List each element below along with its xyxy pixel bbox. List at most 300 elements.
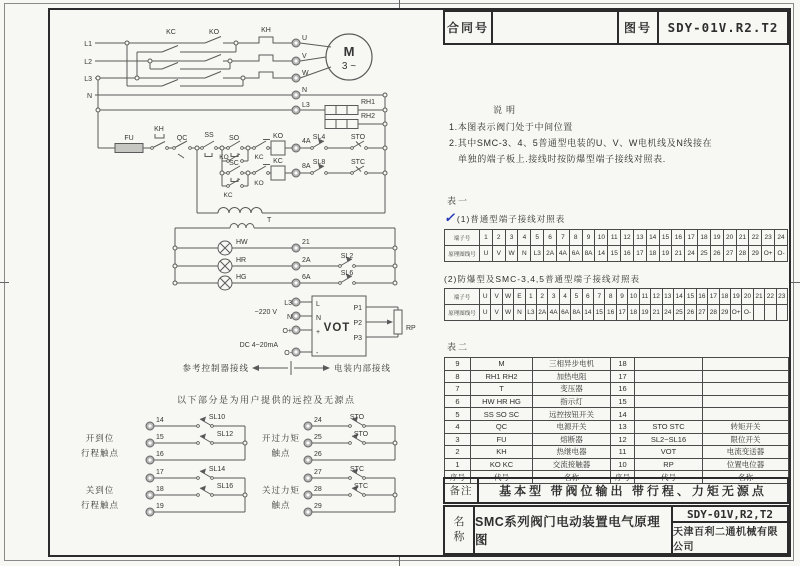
cell: 1 <box>480 230 493 246</box>
cell: 18 <box>646 246 659 262</box>
cell <box>753 305 764 321</box>
cell: 22 <box>765 289 776 305</box>
cell: 10 <box>628 289 639 305</box>
label-sto-24: STO <box>349 414 365 421</box>
cell: 19 <box>710 230 723 246</box>
label-l2: L2 <box>84 59 92 66</box>
label-o-plus: O+ <box>282 328 292 335</box>
label-t19: 19 <box>156 503 164 510</box>
cell: T <box>471 383 533 396</box>
cell: 5 <box>445 408 471 421</box>
cell: 12 <box>651 289 662 305</box>
label-kc: KC <box>166 29 176 36</box>
table-row <box>445 370 789 383</box>
cell: SL2~SL16 <box>635 433 703 446</box>
label-stc-27: STC <box>350 466 364 473</box>
cell: 26 <box>710 246 723 262</box>
cell: V <box>491 305 502 321</box>
label-t17: 17 <box>156 469 164 476</box>
cell: VOT <box>635 446 703 459</box>
cell: O- <box>742 305 753 321</box>
label-kc-coil: KC <box>273 158 283 165</box>
junction-nodes <box>96 41 397 497</box>
row-header: 原理图线号 <box>445 246 480 262</box>
cell: 25 <box>698 246 711 262</box>
cell: 17 <box>633 246 646 262</box>
label-sl14: SL14 <box>208 466 226 473</box>
cell: RH1 RH2 <box>471 370 533 383</box>
cell: 12 <box>611 433 635 446</box>
remark-label: 备注 <box>445 479 479 502</box>
cell: 19 <box>730 289 741 305</box>
label-close-torque-1: 关过力矩 <box>261 485 301 495</box>
table2-title: 表二 <box>447 342 470 352</box>
cell: QC <box>471 420 533 433</box>
cell: 19 <box>659 246 672 262</box>
cell: 25 <box>673 305 684 321</box>
lamp-hg <box>218 276 232 290</box>
vot-pin-plus: + <box>316 329 321 336</box>
row-header: 端子号 <box>445 289 480 305</box>
cell: 29 <box>719 305 730 321</box>
label-sl12: SL12 <box>216 431 234 438</box>
cell: 4 <box>445 420 471 433</box>
cell: 5 <box>571 289 582 305</box>
label-sl8: SL8 <box>312 159 326 166</box>
wiring-divider <box>252 361 330 375</box>
cell: 位置电位器 <box>703 458 789 471</box>
cell: 1 <box>525 289 536 305</box>
vot-pin-n: N <box>316 315 322 322</box>
cell: 29 <box>749 246 762 262</box>
label-sl2: SL2 <box>340 253 354 260</box>
label-n-terminal: N <box>302 87 308 94</box>
cell: 15 <box>659 230 672 246</box>
label-2a: 2A <box>302 257 311 264</box>
cell: 8A <box>582 246 595 262</box>
lamp-hw <box>218 241 232 255</box>
name-label-text: 名称 <box>453 516 465 543</box>
cell: 远控按钮开关 <box>533 408 611 421</box>
name-label <box>445 507 475 553</box>
cell: W <box>502 289 513 305</box>
cell: 代号 <box>471 471 533 484</box>
label-rh1: RH1 <box>361 99 376 106</box>
table-row <box>445 433 789 446</box>
cell: 24 <box>775 230 788 246</box>
label-close-travel-1: 关到位 <box>85 485 115 495</box>
label-open-torque-1: 开过力矩 <box>261 433 301 443</box>
label-kc-interlock: KC <box>254 154 264 161</box>
cell: 2 <box>537 289 548 305</box>
terminal-number-row <box>445 289 788 305</box>
cell: 10 <box>595 230 608 246</box>
drawing-name: SMC系列阀门电动装置电气原理图 <box>475 507 673 553</box>
cell: 21 <box>753 289 764 305</box>
cell: 序号 <box>445 471 471 484</box>
cell: L3 <box>531 246 544 262</box>
drawing-no-value: SDY-01V.R2.T2 <box>657 12 787 43</box>
cell: RP <box>635 458 703 471</box>
fuse-symbol <box>115 144 143 153</box>
cell: 三相异步电机 <box>533 358 611 371</box>
label-fu: FU <box>124 135 134 142</box>
row-header: 原理图线号 <box>445 305 480 321</box>
table-row <box>445 408 789 421</box>
cell: 16 <box>605 305 616 321</box>
label-open-travel-1: 开到位 <box>85 433 115 443</box>
cell: HW HR HG <box>471 395 533 408</box>
label-sl16: SL16 <box>216 483 234 490</box>
label-t14: 14 <box>156 417 164 424</box>
cell: 9 <box>582 230 595 246</box>
label-8a: 8A <box>302 163 311 170</box>
cell: 15 <box>685 289 696 305</box>
label-n-vot: N <box>286 314 292 321</box>
check-mark: ✓ <box>444 210 456 225</box>
label-qc: QC <box>176 135 188 142</box>
terminal-number-row <box>445 230 788 246</box>
label-sl10: SL10 <box>208 414 226 421</box>
cell <box>703 408 789 421</box>
remark-row <box>443 477 789 504</box>
cell: 指示灯 <box>533 395 611 408</box>
cell: KO KC <box>471 458 533 471</box>
label-l3-vot: L3 <box>284 300 292 307</box>
heater-rh2 <box>325 120 358 129</box>
cell: 27 <box>696 305 707 321</box>
transformer-coils <box>218 208 262 229</box>
cell: 2 <box>492 230 505 246</box>
label-wiring-right: 电装内部接线 <box>334 363 392 373</box>
cell: 6A <box>559 305 570 321</box>
cell: 15 <box>608 246 621 262</box>
cell: 4 <box>518 230 531 246</box>
label-6a: 6A <box>302 274 311 281</box>
cell: 8 <box>605 289 616 305</box>
coil-ko <box>271 141 285 155</box>
cell: 熔断器 <box>533 433 611 446</box>
cell: O+ <box>762 246 775 262</box>
label-hw: HW <box>236 239 248 246</box>
cell: 9 <box>616 289 627 305</box>
vot-pin-p3: P3 <box>353 335 362 342</box>
cell: 21 <box>672 246 685 262</box>
label-hr: HR <box>236 257 247 264</box>
label-ko-parallel: KO <box>219 154 229 161</box>
contract-no-value <box>491 12 617 43</box>
label-t24: 24 <box>314 417 322 424</box>
label-t29: 29 <box>314 503 322 510</box>
table1-caption-standard <box>444 210 789 226</box>
cell: 14 <box>611 408 635 421</box>
label-w: W <box>302 70 309 77</box>
cell: 16 <box>672 230 685 246</box>
cell: 13 <box>611 420 635 433</box>
cell <box>703 395 789 408</box>
label-ko-interlock: KO <box>254 180 264 187</box>
label-l3-terminal: L3 <box>302 102 310 109</box>
label-kh: KH <box>261 27 271 34</box>
cell: 8A <box>571 305 582 321</box>
cell: 15 <box>611 395 635 408</box>
label-t18: 18 <box>156 486 164 493</box>
table1-caption-exproof: (2)防爆型及SMC-3,4,5普通型端子接线对照表 <box>444 274 641 284</box>
row-header: 端子号 <box>445 230 480 246</box>
vot-pin-l: L <box>316 301 320 308</box>
rp-potentiometer <box>394 310 402 334</box>
label-t25: 25 <box>314 434 322 441</box>
cell: SS SO SC <box>471 408 533 421</box>
cell: E <box>514 289 525 305</box>
cell: 17 <box>708 289 719 305</box>
notes-section <box>449 102 785 167</box>
label-sc: SC <box>229 160 239 167</box>
cell <box>635 370 703 383</box>
label-t16: 16 <box>156 451 164 458</box>
cell: 20 <box>742 289 753 305</box>
cell: 8 <box>445 370 471 383</box>
p2-wiper-arrow <box>387 320 393 325</box>
cell: W <box>502 305 513 321</box>
cell: 24 <box>685 246 698 262</box>
table-row <box>445 395 789 408</box>
label-stc-28: STC <box>354 483 368 490</box>
label-ss: SS <box>204 132 214 139</box>
cell: 代号 <box>635 471 703 484</box>
label-close-travel-2: 行程触点 <box>80 500 120 510</box>
cell: 18 <box>628 305 639 321</box>
name-block <box>443 505 789 555</box>
cell: 15 <box>594 305 605 321</box>
cell: L3 <box>525 305 536 321</box>
cell <box>635 408 703 421</box>
cell <box>635 358 703 371</box>
component-rows <box>445 358 789 471</box>
cell: 17 <box>616 305 627 321</box>
label-user-note: 以下部分是为用户提供的远控及无源点 <box>177 395 356 405</box>
label-open-torque-2: 触点 <box>271 448 291 458</box>
cell: 序号 <box>611 471 635 484</box>
cell: V <box>491 289 502 305</box>
cell: 24 <box>662 305 673 321</box>
drawing-no-label: 图号 <box>617 12 657 43</box>
table-row <box>445 420 789 433</box>
label-ko: KO <box>208 29 220 36</box>
cell <box>765 305 776 321</box>
cell: 23 <box>762 230 775 246</box>
cell: 28 <box>708 305 719 321</box>
wire-number-row <box>445 305 788 321</box>
coil-kc <box>271 166 285 180</box>
label-21: 21 <box>302 239 310 246</box>
cell <box>776 305 787 321</box>
label-sto-25: STO <box>353 431 369 438</box>
cell: 6 <box>582 289 593 305</box>
cell: 7 <box>445 383 471 396</box>
cell: 14 <box>673 289 684 305</box>
title-header <box>443 10 789 45</box>
label-motor-m: M <box>343 44 355 59</box>
label-stc-main: STC <box>351 159 365 166</box>
cell: 3 <box>445 433 471 446</box>
cell: 5 <box>531 230 544 246</box>
label-hg: HG <box>236 274 247 281</box>
cell: 变压器 <box>533 383 611 396</box>
component-table-section <box>444 340 789 484</box>
cell: FU <box>471 433 533 446</box>
table-row <box>445 458 789 471</box>
cell: 9 <box>445 358 471 371</box>
label-sl4: SL4 <box>312 134 326 141</box>
terminal-tables-section <box>444 194 789 321</box>
label-motor-phase: 3 ~ <box>341 61 357 72</box>
cell: 8 <box>569 230 582 246</box>
table-row <box>445 383 789 396</box>
label-t26: 26 <box>314 451 322 458</box>
cell: 11 <box>611 446 635 459</box>
label-ko-coil: KO <box>272 133 284 140</box>
label-t15: 15 <box>156 434 164 441</box>
name-block-right <box>673 507 787 553</box>
contract-no-label: 合同号 <box>446 21 489 35</box>
terminal-table-standard <box>444 229 788 262</box>
cell: 2 <box>445 446 471 459</box>
cell: U <box>480 289 491 305</box>
company-name: 天津百利二通机械有限公司 <box>673 527 778 553</box>
label-4a: 4A <box>302 138 311 145</box>
label-rh2: RH2 <box>361 113 376 120</box>
cell: 电流变送器 <box>703 446 789 459</box>
component-table <box>444 357 789 484</box>
label-l1: L1 <box>84 41 92 48</box>
kh-heater-elements <box>256 37 276 78</box>
cell: 4A <box>548 305 559 321</box>
cell: W <box>505 246 518 262</box>
table-row <box>445 358 789 371</box>
label-u: U <box>302 35 308 42</box>
cell: 17 <box>685 230 698 246</box>
cell: 3 <box>505 230 518 246</box>
cell: 7 <box>556 230 569 246</box>
label-n: N <box>86 93 92 100</box>
cell: STO STC <box>635 420 703 433</box>
cell: 13 <box>633 230 646 246</box>
heater-rh1 <box>325 106 358 115</box>
cell: 13 <box>662 289 673 305</box>
cell: 交流接触器 <box>533 458 611 471</box>
cell: 27 <box>723 246 736 262</box>
cell <box>703 358 789 371</box>
terminal-table-exproof <box>444 288 788 321</box>
label-v: V <box>302 53 307 60</box>
cell: 名称 <box>703 471 789 484</box>
cell: 6A <box>569 246 582 262</box>
label-sto-main: STO <box>350 134 366 141</box>
table1-title: 表一 <box>447 196 470 206</box>
wire-number-row <box>445 246 788 262</box>
cell: 17 <box>611 370 635 383</box>
notes-line-1: 1.本图表示阀门处于中间位置 <box>449 122 573 132</box>
cell: 16 <box>696 289 707 305</box>
cell: V <box>492 246 505 262</box>
cell: 14 <box>595 246 608 262</box>
label-close-torque-2: 触点 <box>271 500 291 510</box>
cell: 6 <box>544 230 557 246</box>
cell: 21 <box>736 230 749 246</box>
cell: N <box>518 246 531 262</box>
cell: 2A <box>544 246 557 262</box>
cell <box>703 383 789 396</box>
cell: 28 <box>736 246 749 262</box>
cell: O- <box>775 246 788 262</box>
cell: 电源开关 <box>533 420 611 433</box>
cell: KH <box>471 446 533 459</box>
vot-pin-p1: P1 <box>353 305 362 312</box>
notes-line-2: 2.其中SMC-3、4、5普通型电装的U、V、W电机线及N线接在 <box>449 138 713 148</box>
vot-pin-minus: - <box>316 350 319 357</box>
cell: 23 <box>776 289 787 305</box>
cell: 18 <box>698 230 711 246</box>
schematic-labels <box>81 27 416 510</box>
cell: 2A <box>537 305 548 321</box>
label-o-minus: O- <box>284 350 292 357</box>
vot-pin-p2: P2 <box>353 320 362 327</box>
cell: U <box>480 305 491 321</box>
cell: 16 <box>621 246 634 262</box>
cell: 11 <box>608 230 621 246</box>
cell: 名称 <box>533 471 611 484</box>
label-open-travel-2: 行程触点 <box>80 448 120 458</box>
cell: 20 <box>723 230 736 246</box>
cell: 16 <box>611 383 635 396</box>
cell: O+ <box>730 305 741 321</box>
lamp-hr <box>218 259 232 273</box>
cell: 加热电阻 <box>533 370 611 383</box>
cell: 10 <box>611 458 635 471</box>
notes-title: 说明 <box>493 105 520 115</box>
label-sl6: SL6 <box>340 270 354 277</box>
label-dc-range: DC 4~20mA <box>239 342 278 349</box>
cell: 3 <box>548 289 559 305</box>
label-kc-parallel: KC <box>223 192 233 199</box>
cell: 21 <box>651 305 662 321</box>
cell: 11 <box>639 289 650 305</box>
cell: 18 <box>611 358 635 371</box>
cell: 6 <box>445 395 471 408</box>
label-220v: ~220 V <box>254 309 277 316</box>
label-transformer: T <box>267 217 272 224</box>
cell: U <box>480 246 493 262</box>
cell: 4 <box>559 289 570 305</box>
label-t27: 27 <box>314 469 322 476</box>
cell: N <box>514 305 525 321</box>
cell: 7 <box>594 289 605 305</box>
cell: 4A <box>556 246 569 262</box>
notes-line-3: 单独的端子板上.接线时按防爆型端子接线对照表. <box>458 154 666 164</box>
cell: M <box>471 358 533 371</box>
label-vot: VOT <box>323 322 351 334</box>
cell: 限位开关 <box>703 433 789 446</box>
cell <box>703 370 789 383</box>
remark-text: 基本型 带阀位输出 带行程、力矩无源点 <box>499 484 767 498</box>
cell <box>635 395 703 408</box>
cell: 19 <box>639 305 650 321</box>
label-wiring-left: 参考控制器接线 <box>182 363 249 373</box>
cell: 转矩开关 <box>703 420 789 433</box>
label-t28: 28 <box>314 486 322 493</box>
cell <box>635 383 703 396</box>
